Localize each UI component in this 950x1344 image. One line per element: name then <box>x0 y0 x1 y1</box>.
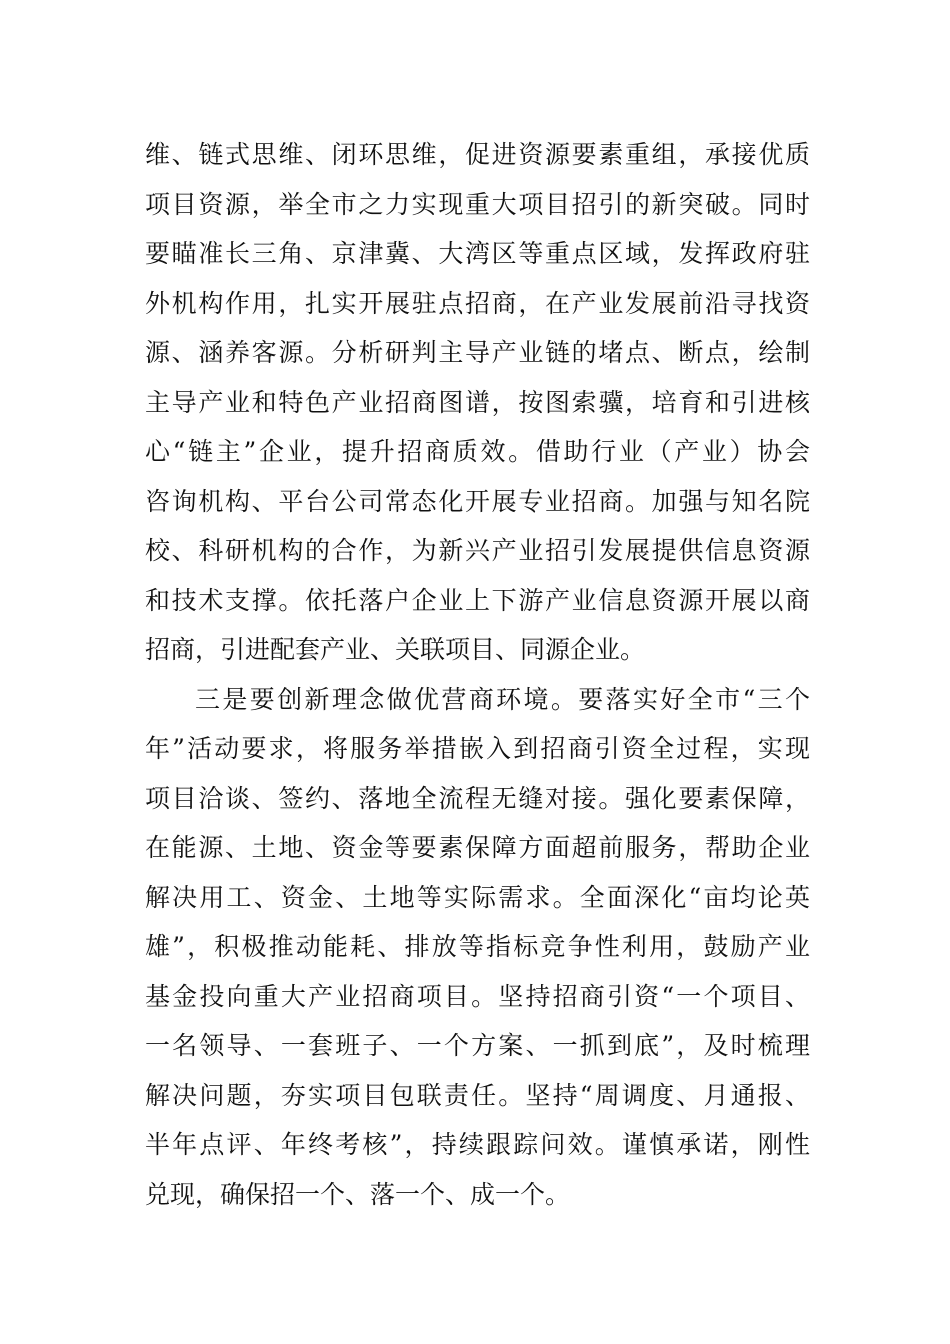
text-line: 主导产业和特色产业招商图谱，按图索骥，培育和引进核 <box>145 387 810 417</box>
text-line: 项目洽谈、签约、落地全流程无缝对接。强化要素保障， <box>145 783 810 813</box>
text-line: 维、链式思维、闭环思维，促进资源要素重组，承接优质 <box>145 140 810 169</box>
text-line: 和技术支撑。依托落户企业上下游产业信息资源开展以商 <box>145 585 810 615</box>
text-line: 项目资源，举全市之力实现重大项目招引的新突破。同时 <box>145 189 810 219</box>
text-line: 基金投向重大产业招商项目。坚持招商引资“一个项目、 <box>145 981 810 1011</box>
text-line: 半年点评、年终考核”，持续跟踪问效。谨慎承诺，刚性 <box>145 1130 810 1159</box>
text-line: 雄”，积极推动能耗、排放等指标竞争性利用，鼓励产业 <box>145 932 810 961</box>
paragraph-end-line: 兑现，确保招一个、落一个、成一个。 <box>145 1179 571 1209</box>
text-line: 外机构作用，扎实开展驻点招商，在产业发展前沿寻找资 <box>145 288 810 318</box>
text-line: 咨询机构、平台公司常态化开展专业招商。加强与知名院 <box>145 486 810 516</box>
text-line: 源、涵养客源。分析研判主导产业链的堵点、断点，绘制 <box>145 338 810 367</box>
text-line: 年”活动要求，将服务举措嵌入到招商引资全过程，实现 <box>145 734 810 763</box>
paragraph-end-line: 招商，引进配套产业、关联项目、同源企业。 <box>145 635 646 664</box>
text-line: 心“链主”企业，提升招商质效。借助行业（产业）协会 <box>145 437 810 466</box>
body-text <box>145 130 810 1219</box>
text-line: 在能源、土地、资金等要素保障方面超前服务，帮助企业 <box>145 833 810 862</box>
text-line: 解决用工、资金、土地等实际需求。全面深化“亩均论英 <box>145 882 810 912</box>
text-line: 解决问题，夯实项目包联责任。坚持“周调度、月通报、 <box>145 1080 810 1110</box>
text-line: 要瞄准长三角、京津冀、大湾区等重点区域，发挥政府驻 <box>145 239 810 268</box>
text-line: 校、科研机构的合作，为新兴产业招引发展提供信息资源 <box>145 536 810 565</box>
paragraph-start-line: 三是要创新理念做优营商环境。要落实好全市“三个 <box>195 684 810 714</box>
text-line: 一名领导、一套班子、一个方案、一抓到底”，及时梳理 <box>145 1031 810 1060</box>
